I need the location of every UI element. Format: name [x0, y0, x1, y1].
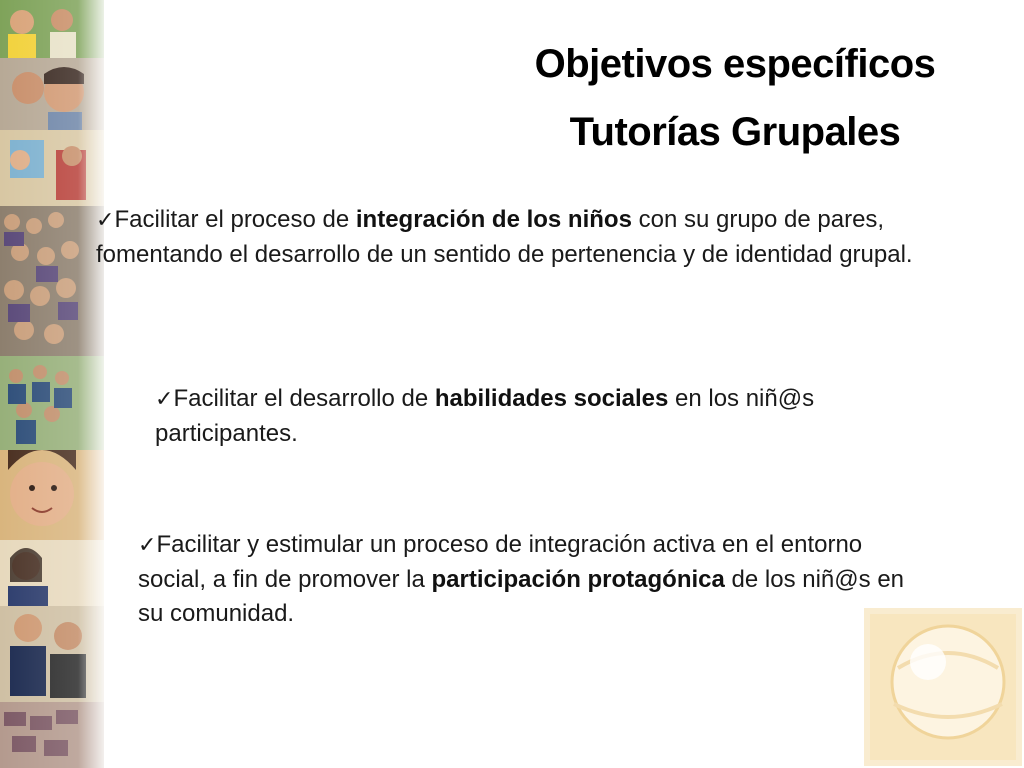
objective-text: de los niñ@s en su comunidad.	[138, 566, 905, 627]
objective-text: Facilitar y estimular un proceso de integración activa en el entorno social, a fin de promover la	[138, 531, 863, 593]
objective-text: Facilitar el proceso de	[114, 206, 356, 233]
objective-highlight: participación protagónica	[431, 566, 725, 593]
photo-collage-strip	[0, 0, 104, 768]
objective-item	[155, 382, 875, 451]
objective-highlight: integración de los niños	[355, 206, 632, 233]
objective-highlight: habilidades sociales	[434, 385, 669, 412]
objective-item	[96, 203, 976, 272]
slide-title: Objetivos específicos	[534, 42, 936, 86]
objective-text: Facilitar el desarrollo de	[173, 385, 435, 412]
objective-item	[138, 528, 908, 631]
objective-text: en los niñ@s participantes.	[155, 385, 815, 447]
slide-subtitle: Tutorías Grupales	[569, 110, 901, 154]
checkmark-icon: ✓	[138, 533, 157, 558]
checkmark-icon: ✓	[96, 208, 115, 233]
objective-text: con su grupo de pares, fomentando el desarrollo de un sentido de pertenencia y de identidad grupal.	[96, 206, 913, 268]
children-photo-collage-icon	[0, 0, 104, 768]
globe-watermark-icon	[864, 608, 1022, 766]
checkmark-icon: ✓	[155, 387, 174, 412]
